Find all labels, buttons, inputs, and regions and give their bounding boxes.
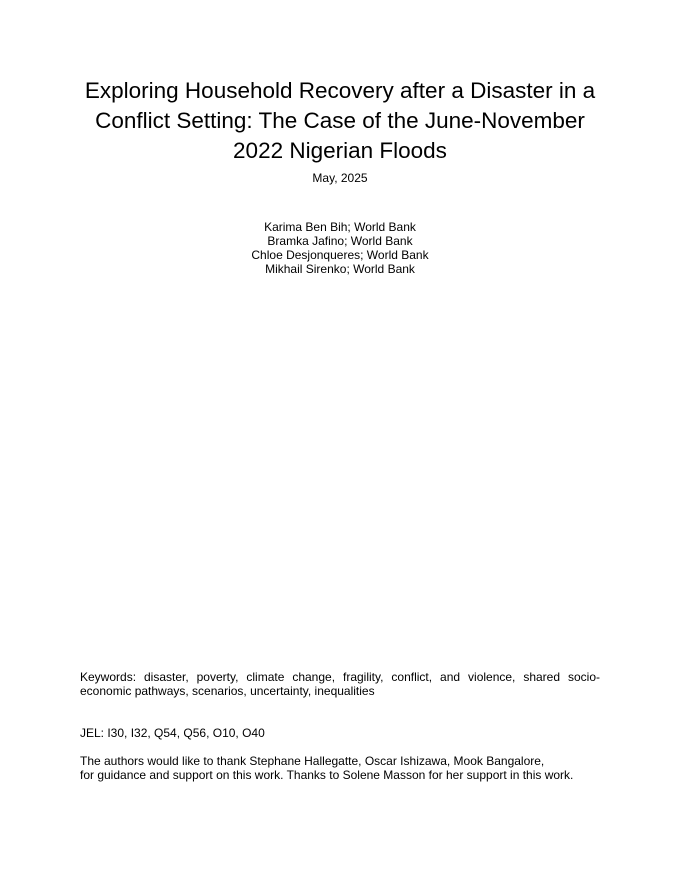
author-1: Karima Ben Bih; World Bank bbox=[264, 220, 416, 234]
acknowledgement-line-1: The authors would like to thank Stephane Hallegatte, Oscar Ishizawa, Mook Bangalore, bbox=[80, 754, 545, 768]
author-2: Bramka Jafino; World Bank bbox=[267, 234, 413, 248]
title-line-3: 2022 Nigerian Floods bbox=[233, 138, 447, 163]
jel-codes: JEL: I30, I32, Q54, Q56, O10, O40 bbox=[80, 726, 265, 740]
acknowledgement-line-2: for guidance and support on this work. Thanks to Solene Masson for her support in this work. bbox=[80, 768, 574, 782]
author-list bbox=[60, 220, 620, 276]
publication-date: May, 2025 bbox=[312, 171, 368, 185]
paper-title bbox=[60, 76, 620, 166]
acknowledgement-paragraph bbox=[80, 754, 600, 782]
author-4: Mikhail Sirenko; World Bank bbox=[265, 262, 415, 276]
title-line-2: Conflict Setting: The Case of the June-November bbox=[95, 108, 585, 133]
author-3: Chloe Desjonqueres; World Bank bbox=[251, 248, 429, 262]
title-line-1: Exploring Household Recovery after a Disaster in a bbox=[84, 78, 596, 103]
keywords-paragraph: Keywords: disaster, poverty, climate change, fragility, conflict, and violence, shared socio-economic pathways, scenarios, uncertainty, inequalities bbox=[80, 670, 600, 698]
